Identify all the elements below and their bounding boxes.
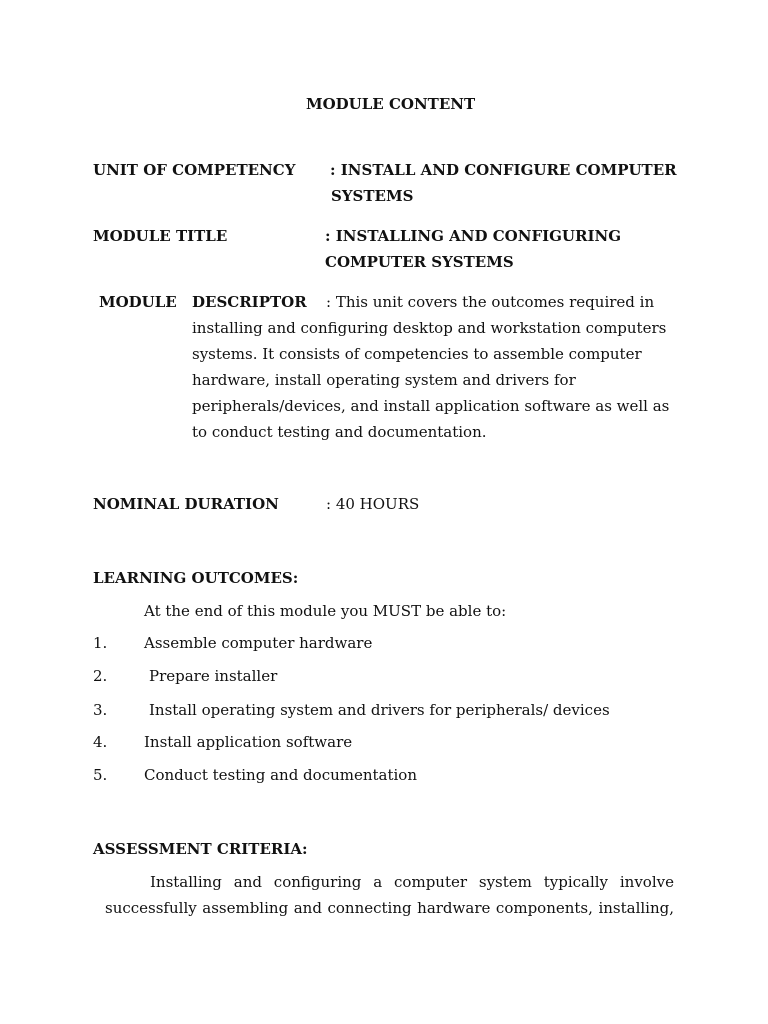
outcome-text: Conduct testing and documentation xyxy=(144,766,418,784)
module-descriptor-line: peripherals/devices, and install application software as well as xyxy=(192,397,670,415)
learning-outcomes-heading: LEARNING OUTCOMES: xyxy=(93,569,299,587)
assessment-criteria-line: successfully assembling and connecting hardware components, installing, xyxy=(105,899,674,917)
outcome-text: Install application software xyxy=(144,733,353,751)
unit-of-competency-value-line1: : INSTALL AND CONFIGURE COMPUTER xyxy=(330,161,677,179)
page-title: MODULE CONTENT xyxy=(306,95,476,113)
unit-of-competency-value-line2: SYSTEMS xyxy=(331,187,414,205)
outcome-number: 2. xyxy=(93,667,108,685)
assessment-criteria-heading: ASSESSMENT CRITERIA: xyxy=(93,840,308,858)
nominal-duration-value: : 40 HOURS xyxy=(326,495,420,513)
outcome-number: 3. xyxy=(93,701,108,719)
outcome-text: Install operating system and drivers for peripherals/ devices xyxy=(149,701,610,719)
nominal-duration-label: NOMINAL DURATION xyxy=(93,495,279,513)
outcome-text: Assemble computer hardware xyxy=(144,634,373,652)
module-title-label: MODULE TITLE xyxy=(93,227,228,245)
module-descriptor-line: systems. It consists of competencies to assemble computer xyxy=(192,345,642,363)
outcome-number: 4. xyxy=(93,733,108,751)
module-descriptor-label-module: MODULE xyxy=(99,293,177,311)
module-descriptor-line: hardware, install operating system and drivers for xyxy=(192,371,576,389)
module-descriptor-line: installing and configuring desktop and workstation computers xyxy=(192,319,667,337)
module-descriptor-line: : This unit covers the outcomes required in xyxy=(326,293,655,311)
module-descriptor-line: to conduct testing and documentation. xyxy=(192,423,487,441)
module-title-value-line2: COMPUTER SYSTEMS xyxy=(325,253,514,271)
learning-outcomes-intro: At the end of this module you MUST be able to: xyxy=(144,602,507,620)
unit-of-competency-label: UNIT OF COMPETENCY xyxy=(93,161,296,179)
module-descriptor-label-descriptor: DESCRIPTOR xyxy=(192,293,307,311)
module-title-value-line1: : INSTALLING AND CONFIGURING xyxy=(325,227,622,245)
outcome-number: 5. xyxy=(93,766,108,784)
assessment-criteria-line: Installing and configuring a computer system typically involve xyxy=(150,873,674,891)
outcome-number: 1. xyxy=(93,634,108,652)
outcome-text: Prepare installer xyxy=(149,667,278,685)
